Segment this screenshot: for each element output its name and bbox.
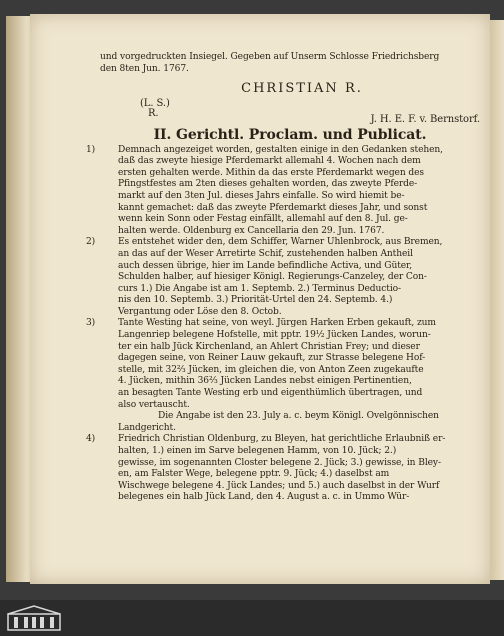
countersignature: J. H. E. F. v. Bernstorf. — [370, 114, 480, 126]
library-building-icon — [6, 604, 62, 632]
document-text — [86, 52, 480, 504]
viewer-footer — [0, 600, 504, 636]
seal-text: (L. S.) R. — [140, 97, 170, 119]
entry-number: 3) — [86, 318, 96, 329]
entry-number: 4) — [86, 434, 96, 445]
sovereign-signature: CHRISTIAN R. — [241, 81, 363, 97]
entry-3: 3) Tante Westing hat seine, von weyl. Jürgen Harken Erben gekauft, zum Langenriep belegene Hofstelle, mit pptr. 19½ Jücken Landes, worun- ter ein halb Jück Kirchenland, an Ahlert Christian Frey; und dieser dagegen seine, von Reiner Lauw gekauft, zur Strasse belegene Hof- stelle, mit 32⅔ Jücken, im gleichen die, von Anton Zeen zugekaufte 4. Jücken, mithin 36⅔ Jücken Landes nebst einigen Pertinentien, an besagten Tante Westing erb und eigenthümlich übertragen, und also vertauscht. Die Angabe ist den 23. July a. c. beym Königl. Ovelgönnischen Landgericht. — [86, 318, 439, 433]
document-page — [30, 14, 490, 584]
entry-1: 1) Demnach angezeiget worden, gestalten einige in den Gedanken stehen, daß das zweyte hiesige Pferdemarkt allemahl 4. Wochen nach dem ersten gehalten werde. Mithin da das erste Pferdemarkt wegen des Pfingstfestes am 2ten dieses gehalten worden, das zweyte Pferde- markt auf den 3ten Jul. dieses Jahrs einfalle. So wird hiemit be- kannt gemachet: daß das zweyte Pferdemarkt dieses Jahr, und sonst wenn kein Sonn oder Festag einfällt, allemahl auf den 8. Jul. ge- halten werde. Oldenburg ex Cancellaria den 29. Jun. 1767. — [86, 144, 443, 236]
header-line: und vorgedruckten Insiegel. Gegeben auf Unserm Schlosse Friedrichsberg — [100, 52, 440, 62]
entry-number: 2) — [86, 237, 96, 248]
section-title: II. Gerichtl. Proclam. und Publicat. — [153, 126, 427, 143]
entry-4: 4) Friedrich Christian Oldenburg, zu Bleyen, hat gerichtliche Erlaubniß er- halten, 1.) einen im Sarve belegenen Hamm, von 10. Jück; 2.) gewisse, im sogenannten Closter belegene 2. Jück; 3.) gewisse, in Bley- en, am Falster Wege, belegene pptr. 9. Jück; 4.) daselbst am Wischwege belegene 4. Jück Landes; und 5.) auch daselbst in der Wurf belegenes ein halb Jück Land, den 4. August a. c. in Ummo Wür- — [86, 434, 446, 503]
header-line: den 8ten Jun. 1767. — [100, 63, 189, 74]
entry-number: 1) — [86, 144, 96, 155]
entry-2: 2) Es entstehet wider den, dem Schiffer, Warner Uhlenbrock, aus Bremen, an das auf der Weser Arretirte Schif, zustehenden halben Antheil auch dessen übrige, hier im Lande befindliche Activa, und Güter, Schulden halber, auf hiesiger Königl. Regierungs-Canzeley, der Con- curs 1.) Die Angabe ist am 1. Septemb. 2.) Terminus Deductio- nis den 10. Septemb. 3.) Priorität-Urtel den 24. Septemb. 4.) Vergantung oder Löse den 8. Octob. — [86, 237, 443, 317]
